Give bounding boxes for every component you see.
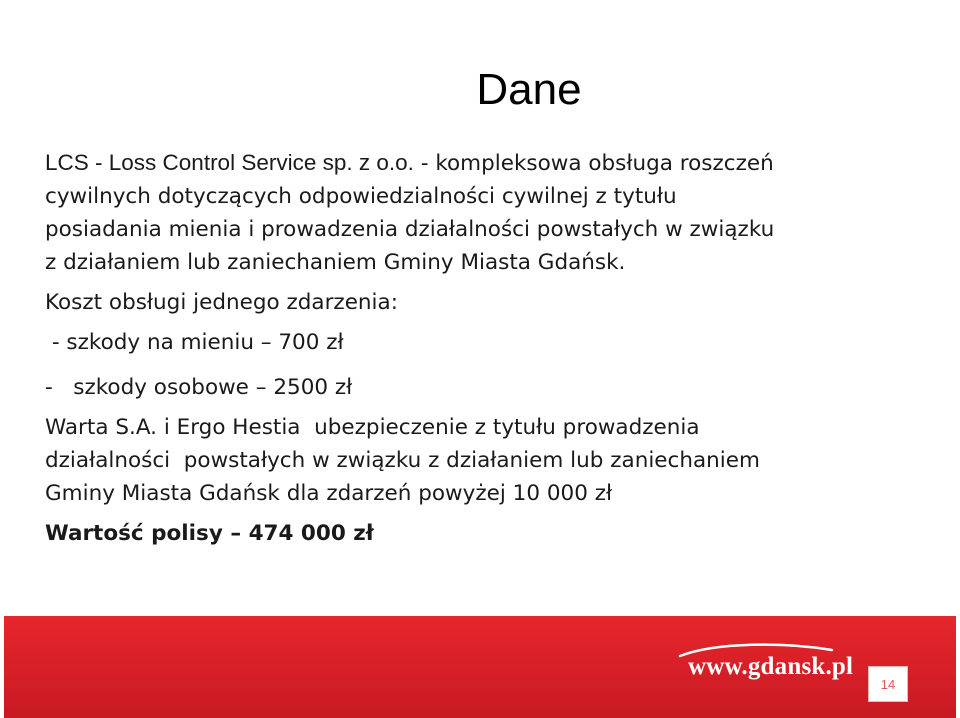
lcs-company-name: LCS - Loss Control Service sp. z o.o. [45,150,414,175]
policy-value [45,517,945,550]
warta-line-2: działalności powstałych w związku z działaniem lub zaniechaniem [45,448,760,473]
lcs-line-1 [45,146,945,180]
warta-paragraph [45,411,945,510]
spacer [45,319,945,326]
gdansk-logo: www.gdansk.pl [688,653,854,680]
cost-heading [45,286,945,319]
spacer [45,279,945,286]
page-number: 14 [868,666,908,702]
lcs-line-3: posiadania mienia i prowadzenia działalności powstałych w związku [45,217,775,242]
spacer [45,404,945,411]
cost-property-text: - szkody na mieniu – 700 zł [45,330,344,355]
lcs-line-4: z działaniem lub zaniechaniem Gminy Miasta Gdańsk. [45,250,626,275]
spacer [45,359,945,371]
lcs-paragraph [45,146,945,279]
lcs-line-2: cywilnych dotyczących odpowiedzialności cywilnej z tytułu [45,184,677,209]
cost-property [45,326,945,359]
warta-line-3: Gminy Miasta Gdańsk dla zdarzeń powyżej 10 000 zł [45,481,613,506]
cost-heading-text: Koszt obsługi jednego zdarzenia: [45,290,398,315]
slide-title: Dane [476,65,582,114]
spacer [45,510,945,517]
policy-value-text: Wartość polisy – 474 000 zł [45,521,374,546]
cost-personal [45,371,945,404]
warta-line-1: Warta S.A. i Ergo Hestia ubezpieczenie z tytułu prowadzenia [45,415,700,440]
lcs-line-1-rest: - kompleksowa obsługa roszczeń [413,151,774,176]
slide-body [45,146,945,550]
cost-personal-text: - szkody osobowe – 2500 zł [45,375,353,400]
